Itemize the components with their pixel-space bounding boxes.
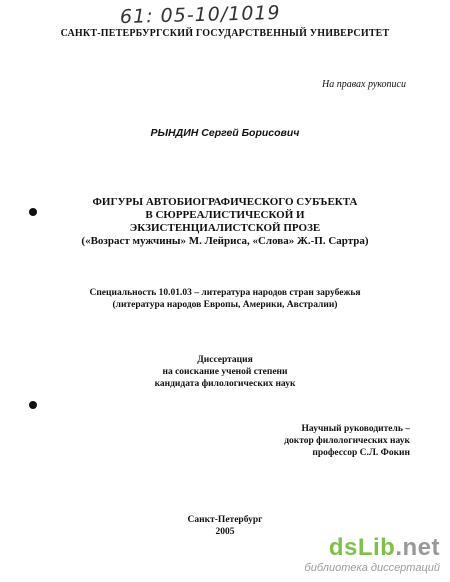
city: Санкт-Петербург — [187, 515, 263, 525]
dissertation-title — [0, 196, 450, 248]
title-line-1: ФИГУРЫ АВТОБИОГРАФИЧЕСКОГО СУБЪЕКТА — [92, 196, 358, 208]
dissertation-block — [0, 354, 450, 390]
dslib-logo — [305, 536, 440, 560]
punch-hole-mark-bottom — [29, 401, 37, 409]
supervisor-block — [284, 423, 410, 459]
year: 2005 — [215, 527, 235, 537]
title-line-4: («Возраст мужчины» М. Лейриса, «Слова» Ж.-П. Сартра) — [81, 235, 369, 247]
supervisor-line-2: доктор филологических наук — [284, 436, 410, 446]
supervisor-line-3: профессор С.Л. Фокин — [312, 448, 410, 458]
dissertation-line-3: кандидата филологических наук — [154, 379, 296, 389]
manuscript-rights-note: На правах рукописи — [322, 79, 406, 90]
author-name: РЫНДИН Сергей Борисович — [150, 127, 300, 139]
dissertation-line-1: Диссертация — [197, 355, 253, 365]
dslib-watermark — [305, 536, 440, 574]
handwritten-catalog-code: 61: 05-10/1019 — [119, 1, 281, 29]
supervisor-line-1: Научный руководитель – — [301, 424, 410, 434]
specialty-line-2: (литература народов Европы, Америки, Австралии) — [112, 300, 338, 310]
dissertation-line-2: на соискание ученой степени — [162, 367, 288, 377]
title-line-3: ЭКЗИСТЕНЦИАЛИСТСКОЙ ПРОЗЕ — [129, 222, 321, 234]
university-name: САНКТ-ПЕТЕРБУРГСКИЙ ГОСУДАРСТВЕННЫЙ УНИВЕРСИТЕТ — [60, 28, 390, 39]
dslib-subtitle: библиотека диссертаций — [304, 562, 440, 574]
title-line-2: В СЮРРЕАЛИСТИЧЕСКОЙ И — [145, 209, 305, 221]
specialty-line-1: Специальность 10.01.03 – литература народов стран зарубежья — [89, 288, 361, 298]
dslib-logo-part2: .net — [395, 534, 440, 561]
specialty-block — [0, 287, 450, 311]
dslib-logo-part1: dsLib — [328, 534, 396, 561]
